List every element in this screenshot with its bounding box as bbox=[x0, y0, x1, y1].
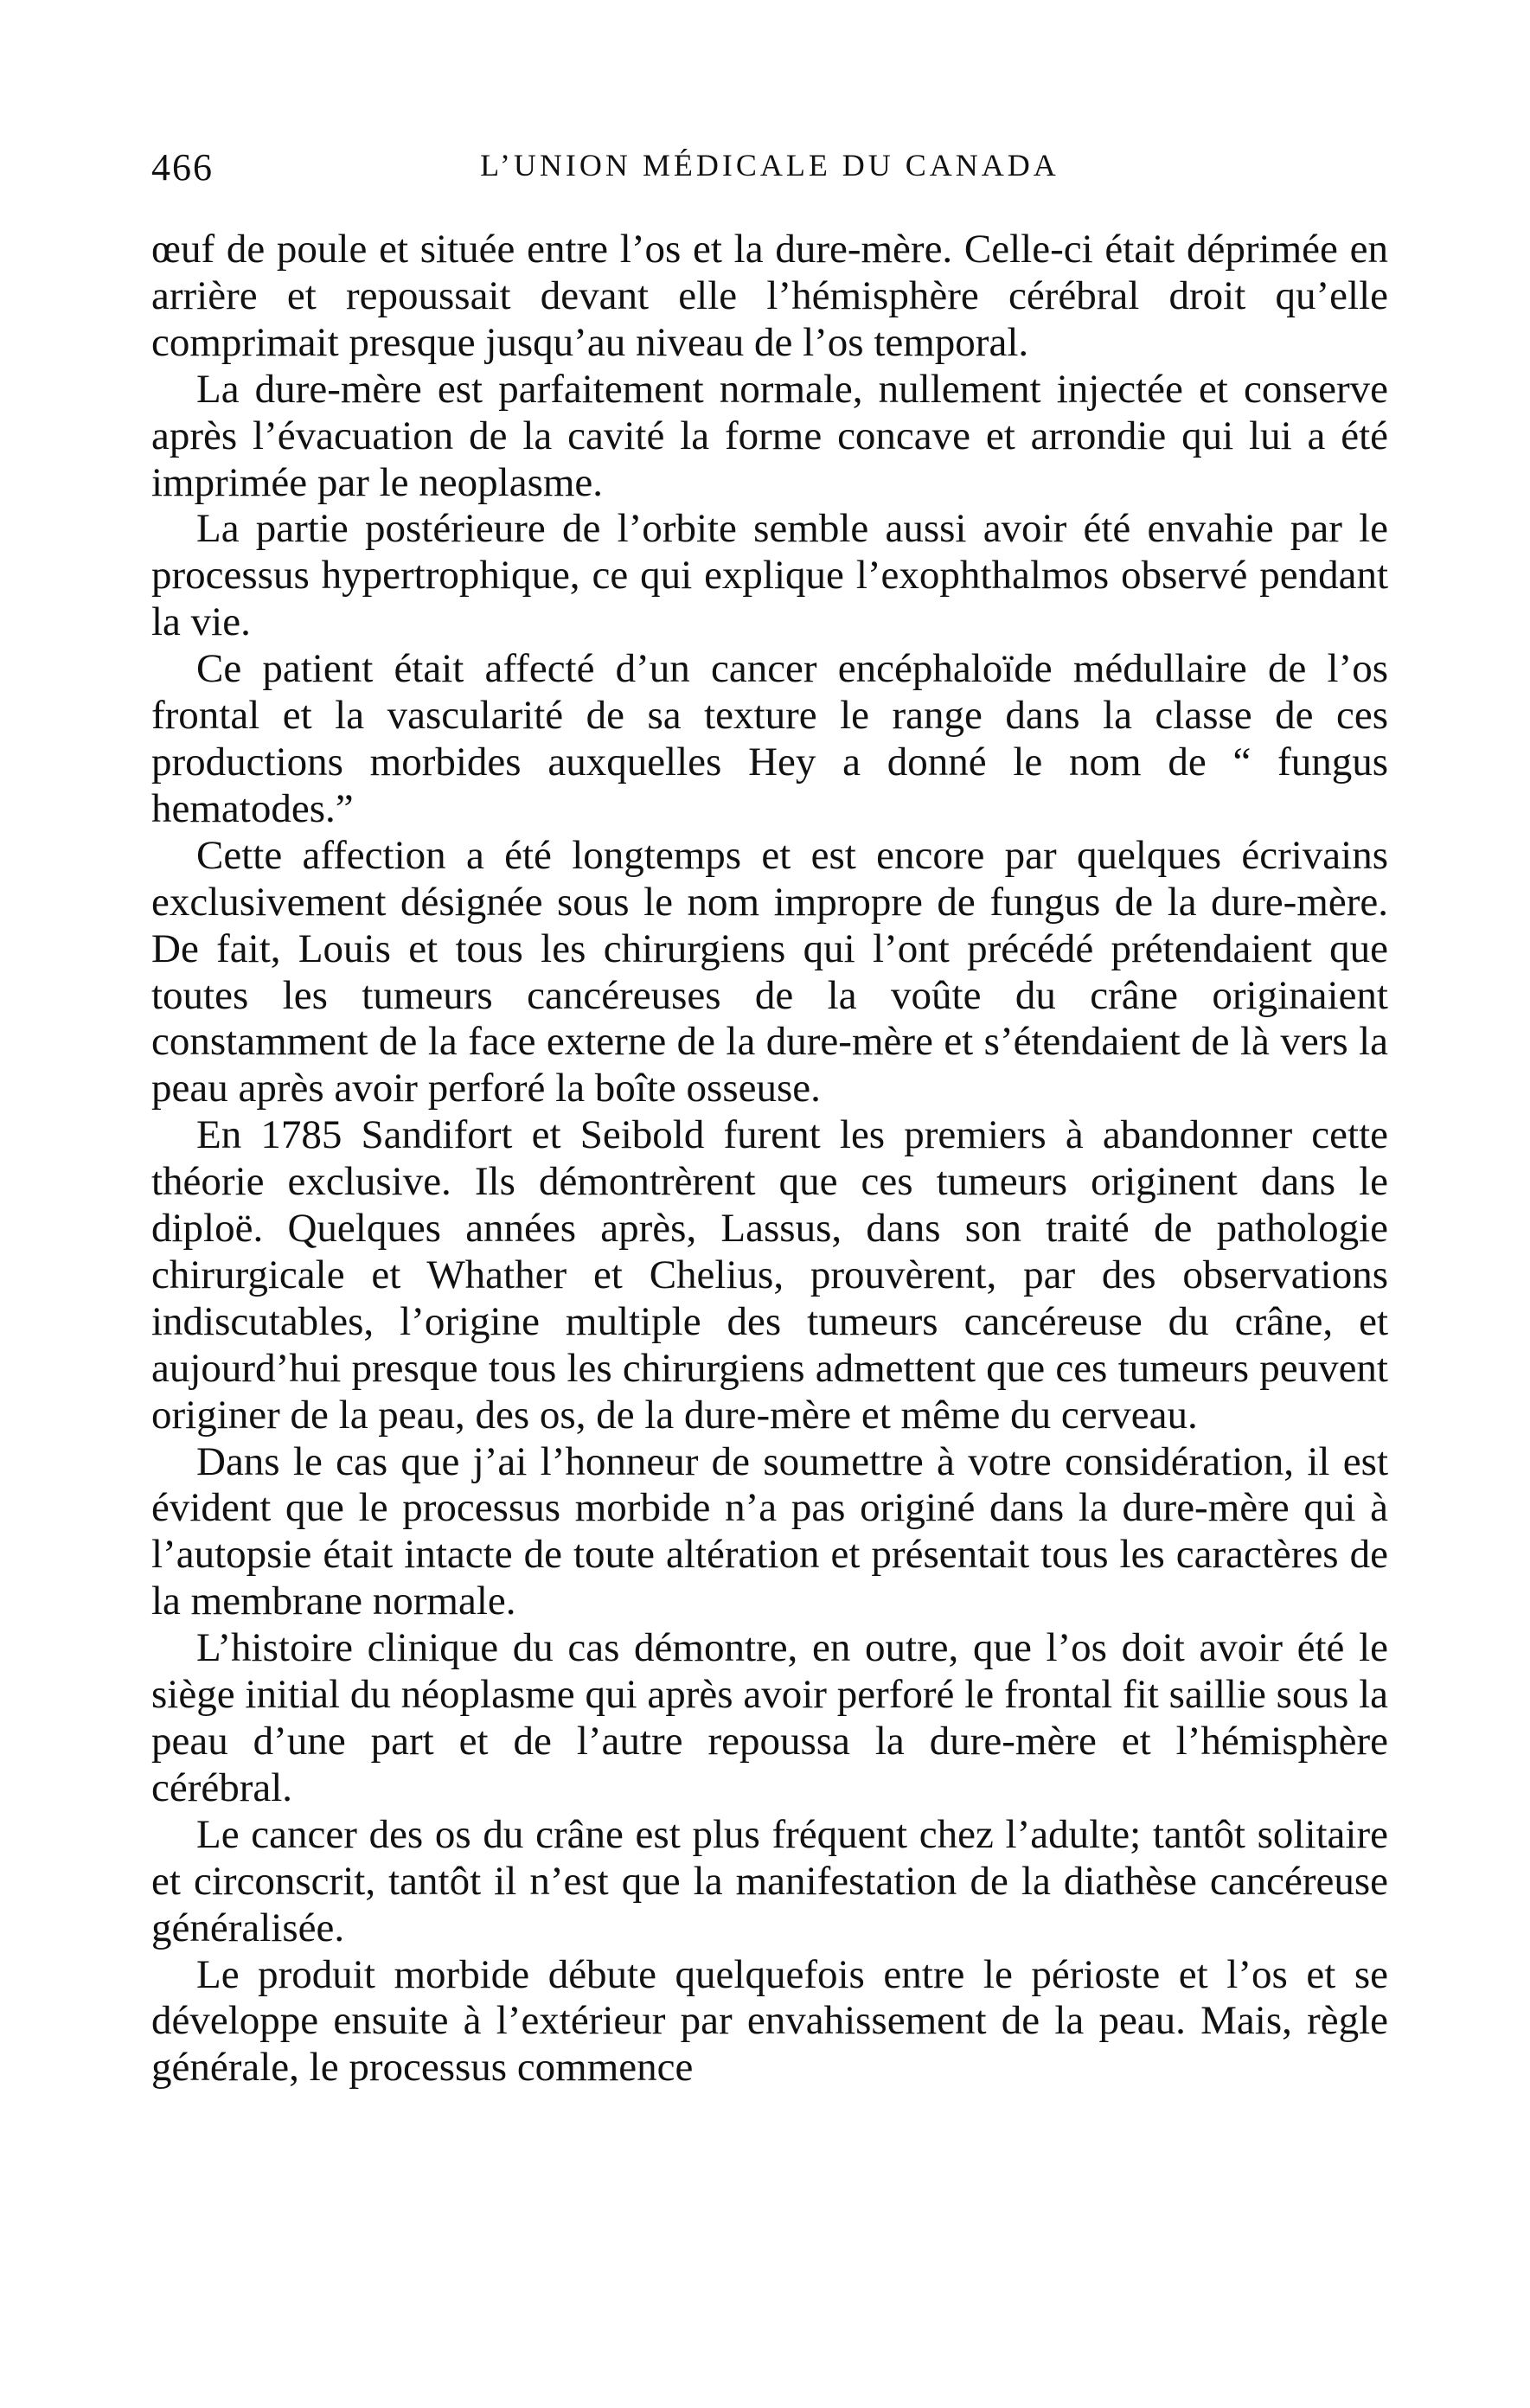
paragraph: Ce patient était affecté d’un cancer encéphaloïde médullaire de l’os frontal et la vascularité de sa texture le range dans la classe de ces productions morbides auxquelles Hey a donné le nom de “ fungus hematodes.” bbox=[151, 646, 1388, 831]
paragraph: Le cancer des os du crâne est plus fréquent chez l’adulte; tantôt solitaire et circonscrit, tantôt il n’est que la manifestation de la diathèse cancéreuse généralisée. bbox=[151, 1811, 1388, 1950]
running-title: L’UNION MÉDICALE DU CANADA bbox=[480, 148, 1059, 183]
paragraph: La partie postérieure de l’orbite semble aussi avoir été envahie par le processus hypertrophique, ce qui explique l’exophthalmos observé pendant la vie. bbox=[151, 506, 1388, 645]
body-text bbox=[151, 227, 1388, 2091]
paragraph: En 1785 Sandifort et Seibold furent les premiers à abandonner cette théorie exclusive. Ils démontrèrent que ces tumeurs originent dans le diploë. Quelques années après, Lassus, dans son traité de pathologie chirurgicale et Whather et Chelius, prouvèrent, par des observations indiscutables, l’origine multiple des tumeurs cancéreuse du crâne, et aujourd’hui presque tous les chirurgiens admettent que ces tumeurs peuvent originer de la peau, des os, de la dure-mère et même du cerveau. bbox=[151, 1112, 1388, 1438]
paragraph: Cette affection a été longtemps et est encore par quelques écrivains exclusivement désignée sous le nom impropre de fungus de la dure-mère. De fait, Louis et tous les chirurgiens qui l’ont précédé prétendaient que toutes les tumeurs cancéreuses de la voûte du crâne originaient constamment de la face externe de la dure-mère et s’étendaient de là vers la peau après avoir perforé la boîte osseuse. bbox=[151, 832, 1388, 1111]
page-header bbox=[151, 145, 1388, 197]
paragraph: La dure-mère est parfaitement normale, nullement injectée et conserve après l’évacuation de la cavité la forme concave et arrondie qui lui a été imprimée par le neoplasme. bbox=[151, 366, 1388, 505]
page-number: 466 bbox=[151, 146, 214, 189]
paragraph: L’histoire clinique du cas démontre, en outre, que l’os doit avoir été le siège initial du néoplasme qui après avoir perforé le frontal fit saillie sous la peau d’une part et de l’autre repoussa la dure-mère et l’hémisphère cérébral. bbox=[151, 1625, 1388, 1810]
paragraph-continued: œuf de poule et située entre l’os et la dure-mère. Celle-ci était déprimée en arrière et repoussait devant elle l’hémisphère cérébral droit qu’elle comprimait presque jusqu’au niveau de l’os temporal. bbox=[151, 227, 1388, 365]
paragraph: Dans le cas que j’ai l’honneur de soumettre à votre considération, il est évident que le processus morbide n’a pas originé dans la dure-mère qui à l’autopsie était intacte de toute altération et présentait tous les caractères de la membrane normale. bbox=[151, 1438, 1388, 1624]
paragraph-truncated: Le produit morbide débute quelquefois entre le périoste et l’os et se développe ensuite à l’extérieur par envahissement de la peau. Mais, règle générale, le processus commence bbox=[151, 1951, 1388, 2091]
